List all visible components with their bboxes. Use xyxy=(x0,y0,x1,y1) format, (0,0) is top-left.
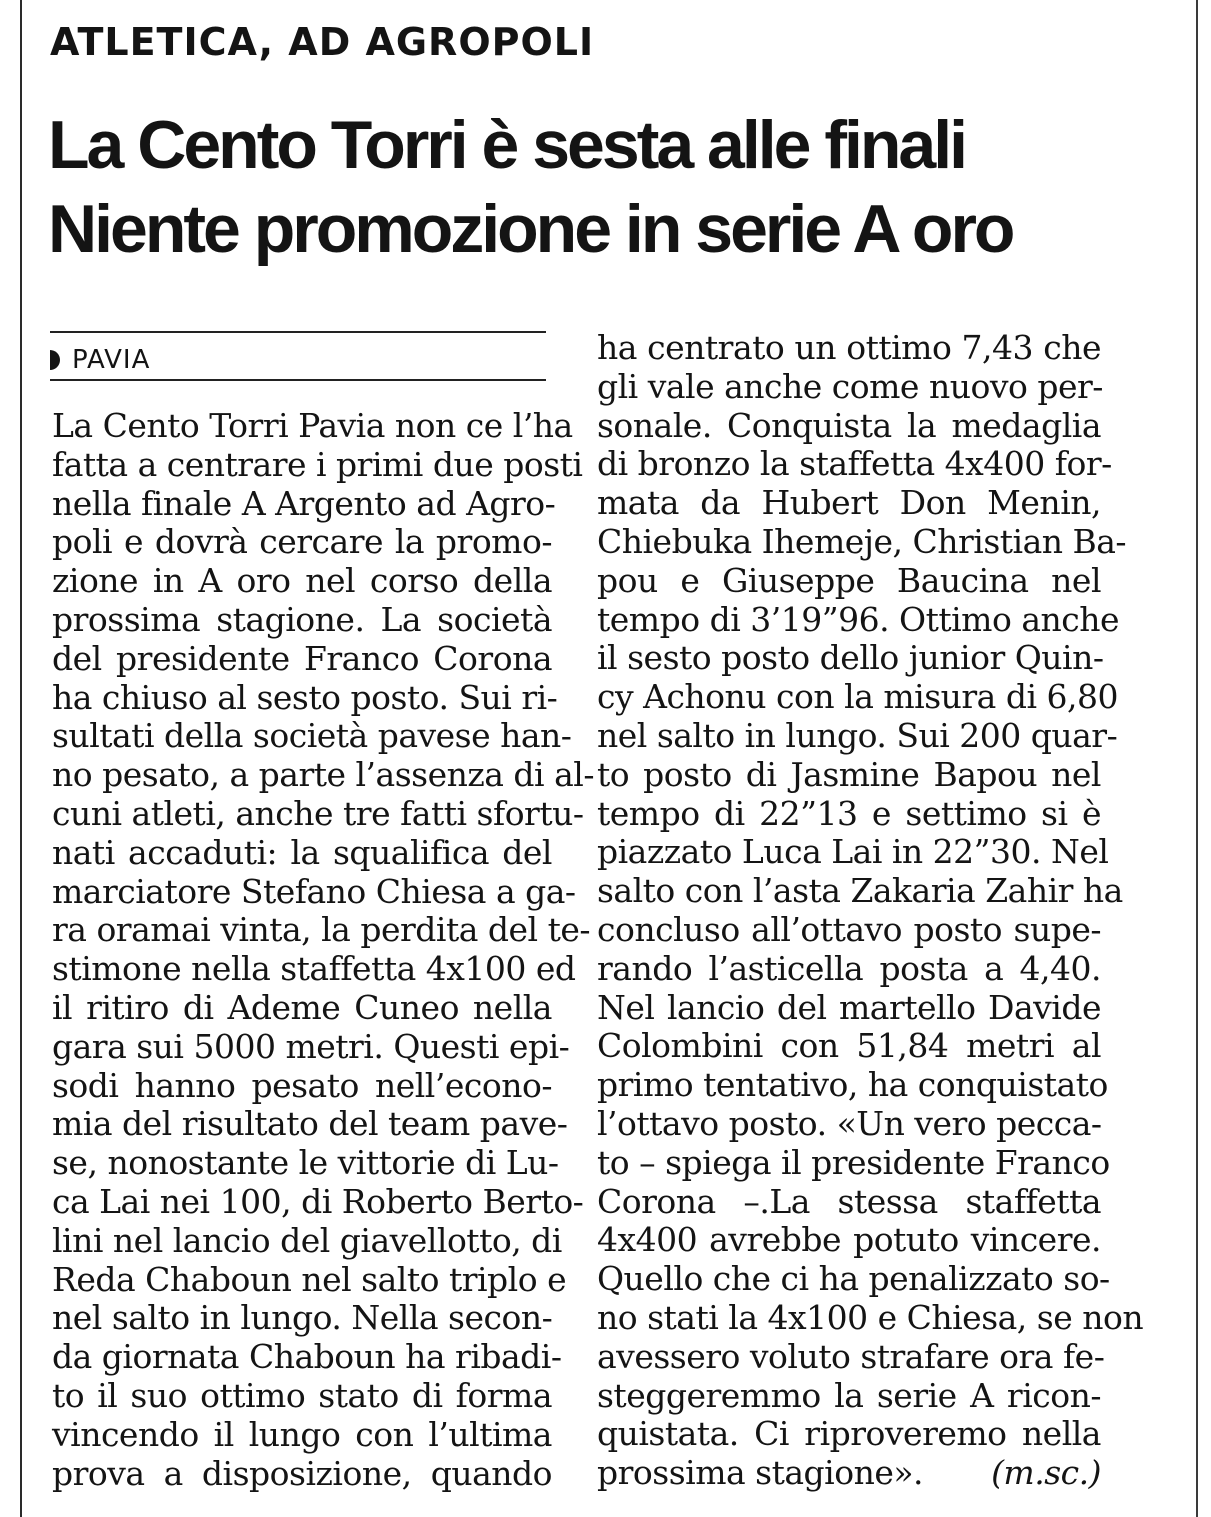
headline-line-1: La Cento Torri è sesta alle finali xyxy=(48,107,966,183)
body-line: La Cento Torri Pavia non ce l’ha xyxy=(52,406,573,445)
body-line: nel salto in lungo. Nella secon- xyxy=(52,1298,553,1338)
body-line: primo tentativo, ha conquistato xyxy=(597,1065,1108,1105)
page-right-edge xyxy=(1196,0,1198,1517)
body-line: tempo di 3’19”96. Ottimo anche xyxy=(597,599,1120,639)
body-line: cuni atleti, anche tre fatti sfortu- xyxy=(52,793,584,833)
body-line: il sesto posto dello junior Quin- xyxy=(597,638,1104,678)
body-line: to il suo ottimo stato di forma xyxy=(52,1375,552,1415)
body-line: Quello che ci ha penalizzato so- xyxy=(597,1259,1110,1299)
body-line: ha centrato un ottimo 7,43 che xyxy=(597,328,1101,367)
dateline-text: PAVIA xyxy=(72,345,151,375)
body-line: lini nel lancio del giavellotto, di xyxy=(52,1220,562,1260)
body-line: il ritiro di Ademe Cuneo nella xyxy=(52,987,552,1027)
body-line: vincendo il lungo con l’ultima xyxy=(52,1414,552,1454)
body-line: cy Achonu con la misura di 6,80 xyxy=(597,677,1118,717)
body-line: di bronzo la staffetta 4x400 for- xyxy=(597,444,1112,484)
body-line: rando l’asticella posta a 4,40. xyxy=(597,948,1101,988)
body-line: del presidente Franco Corona xyxy=(52,638,552,678)
body-line: sodi hanno pesato nell’econo- xyxy=(52,1065,552,1105)
body-line: zione in A oro nel corso della xyxy=(52,561,552,601)
body-line: 4x400 avrebbe potuto vincere. xyxy=(597,1220,1101,1260)
body-line: quistata. Ci riproveremo nella xyxy=(597,1414,1101,1454)
body-line: ra oramai vinta, la perdita del te- xyxy=(52,910,591,950)
body-line: no pesato, a parte l’assenza di al- xyxy=(52,755,594,795)
body-line: prova a disposizione, quando xyxy=(52,1453,552,1493)
dateline-bottom-rule xyxy=(50,379,546,381)
body-line: se, nonostante le vittorie di Lu- xyxy=(52,1143,559,1183)
half-circle-bullet-icon xyxy=(50,350,60,370)
body-line: Chiebuka Ihemeje, Christian Ba- xyxy=(597,521,1127,561)
body-line: prossima stagione. La società xyxy=(52,599,552,639)
closing-line xyxy=(597,1454,1101,1493)
body-line: sonale. Conquista la medaglia xyxy=(597,405,1101,445)
body-line: to posto di Jasmine Bapou nel xyxy=(597,754,1101,794)
body-line: Nel lancio del martello Davide xyxy=(597,987,1101,1027)
dateline xyxy=(50,343,150,377)
body-line: Corona –.La stessa staffetta xyxy=(597,1181,1101,1221)
body-line: concluso all’ottavo posto supe- xyxy=(597,909,1101,949)
body-line: steggeremmo la serie A ricon- xyxy=(597,1375,1101,1415)
body-line: gli vale anche come nuovo per- xyxy=(597,366,1103,406)
body-line: nella finale A Argento ad Agro- xyxy=(52,483,556,523)
body-line: marciatore Stefano Chiesa a ga- xyxy=(52,871,576,911)
article-column-left xyxy=(52,406,594,1493)
body-line: l’ottavo posto. «Un vero pecca- xyxy=(597,1103,1102,1143)
body-line: salto con l’asta Zakaria Zahir ha xyxy=(597,871,1123,911)
body-line: Reda Chaboun nel salto triplo e xyxy=(52,1259,567,1299)
body-line: to – spiega il presidente Franco xyxy=(597,1142,1110,1182)
body-line: sultati della società pavese han- xyxy=(52,716,572,756)
page-left-edge xyxy=(20,0,22,1517)
body-line: piazzato Luca Lai in 22”30. Nel xyxy=(597,832,1109,872)
article-column-right xyxy=(597,328,1144,1493)
body-line: stimone nella staffetta 4x100 ed xyxy=(52,949,576,989)
body-line: tempo di 22”13 e settimo si è xyxy=(597,793,1101,833)
body-line: da giornata Chaboun ha ribadi- xyxy=(52,1337,562,1377)
headline-line-2: Niente promozione in serie A oro xyxy=(48,191,1013,267)
body-line: nati accaduti: la squalifica del xyxy=(52,832,552,872)
body-line: ha chiuso al sesto posto. Sui ri- xyxy=(52,677,558,717)
kicker: ATLETICA, AD AGROPOLI xyxy=(50,20,595,64)
dateline-top-rule xyxy=(50,331,546,333)
body-line: gara sui 5000 metri. Questi epi- xyxy=(52,1026,570,1066)
body-line: ca Lai nei 100, di Roberto Berto- xyxy=(52,1181,584,1221)
author-byline: (m.sc.) xyxy=(991,1453,1101,1493)
body-line: avessero voluto strafare ora fe- xyxy=(597,1336,1105,1376)
body-line: mata da Hubert Don Menin, xyxy=(597,483,1101,523)
body-line: pou e Giuseppe Baucina nel xyxy=(597,560,1101,600)
closing-text: prossima stagione». xyxy=(597,1453,924,1493)
body-line: mia del risultato del team pave- xyxy=(52,1104,568,1144)
body-line: nel salto in lungo. Sui 200 quar- xyxy=(597,715,1118,755)
body-line: fatta a centrare i primi due posti xyxy=(52,444,583,484)
body-line: Colombini con 51,84 metri al xyxy=(597,1026,1101,1066)
body-line: no stati la 4x100 e Chiesa, se non xyxy=(597,1297,1144,1337)
body-line: poli e dovrà cercare la promo- xyxy=(52,522,552,562)
